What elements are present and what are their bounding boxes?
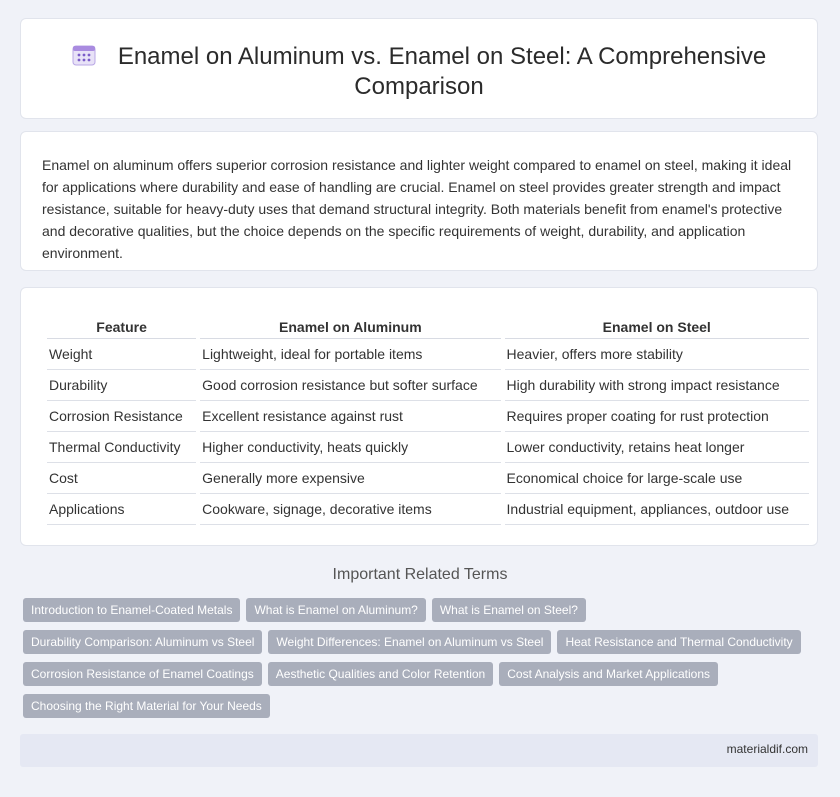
related-term-link[interactable]: Durability Comparison: Aluminum vs Steel [23, 630, 262, 654]
header-steel: Enamel on Steel [505, 315, 809, 339]
aluminum-cell: Good corrosion resistance but softer surface [200, 370, 500, 401]
header-aluminum: Enamel on Aluminum [200, 315, 500, 339]
calendar-icon [72, 44, 96, 66]
site-link[interactable]: materialdif.com [726, 742, 808, 756]
title-line-1: Enamel on Aluminum vs. Enamel on Steel: A Comprehensive [117, 43, 767, 70]
steel-cell: Heavier, offers more stability [505, 339, 809, 370]
table-row [47, 401, 809, 432]
comparison-table [43, 315, 813, 525]
summary-card [20, 131, 818, 271]
feature-cell: Applications [47, 494, 196, 525]
aluminum-cell: Cookware, signage, decorative items [200, 494, 500, 525]
related-term-link[interactable]: Introduction to Enamel-Coated Metals [23, 598, 240, 622]
feature-cell: Thermal Conductivity [47, 432, 196, 463]
comparison-table-card [20, 287, 818, 546]
steel-cell: High durability with strong impact resistance [505, 370, 809, 401]
page-title [21, 42, 817, 102]
header-feature: Feature [47, 315, 196, 339]
related-term-link[interactable]: Corrosion Resistance of Enamel Coatings [23, 662, 262, 686]
aluminum-cell: Generally more expensive [200, 463, 500, 494]
related-term-link[interactable]: What is Enamel on Steel? [432, 598, 586, 622]
related-term-link[interactable]: What is Enamel on Aluminum? [246, 598, 425, 622]
table-row [47, 339, 809, 370]
table-row [47, 432, 809, 463]
steel-cell: Requires proper coating for rust protection [505, 401, 809, 432]
related-term-link[interactable]: Aesthetic Qualities and Color Retention [268, 662, 493, 686]
related-term-link[interactable]: Cost Analysis and Market Applications [499, 662, 718, 686]
steel-cell: Economical choice for large-scale use [505, 463, 809, 494]
title-line-2: Comparison [354, 73, 484, 100]
related-term-link[interactable]: Weight Differences: Enamel on Aluminum vs Steel [268, 630, 551, 654]
related-terms-list [23, 598, 813, 726]
aluminum-cell: Higher conductivity, heats quickly [200, 432, 500, 463]
summary-text: Enamel on aluminum offers superior corrosion resistance and lighter weight compared to enamel on steel, making it ideal for applications where durability and ease of handling are crucial. Enamel on steel provides greater strength and impact resistance, suitable for heavy-duty uses that demand structural integrity. Both materials benefit from enamel's protective and decorative qualities, but the choice depends on the specific requirements of weight, durability, and application environment. [42, 157, 792, 261]
steel-cell: Industrial equipment, appliances, outdoor use [505, 494, 809, 525]
related-term-link[interactable]: Heat Resistance and Thermal Conductivity [557, 630, 800, 654]
footer [20, 734, 818, 767]
table-row [47, 370, 809, 401]
header-card [20, 18, 818, 119]
steel-cell: Lower conductivity, retains heat longer [505, 432, 809, 463]
related-terms-heading: Important Related Terms [332, 566, 508, 583]
table-header-row [47, 315, 809, 339]
aluminum-cell: Excellent resistance against rust [200, 401, 500, 432]
feature-cell: Weight [47, 339, 196, 370]
table-row [47, 494, 809, 525]
related-term-link[interactable]: Choosing the Right Material for Your Needs [23, 694, 270, 718]
table-row [47, 463, 809, 494]
feature-cell: Corrosion Resistance [47, 401, 196, 432]
aluminum-cell: Lightweight, ideal for portable items [200, 339, 500, 370]
feature-cell: Durability [47, 370, 196, 401]
feature-cell: Cost [47, 463, 196, 494]
